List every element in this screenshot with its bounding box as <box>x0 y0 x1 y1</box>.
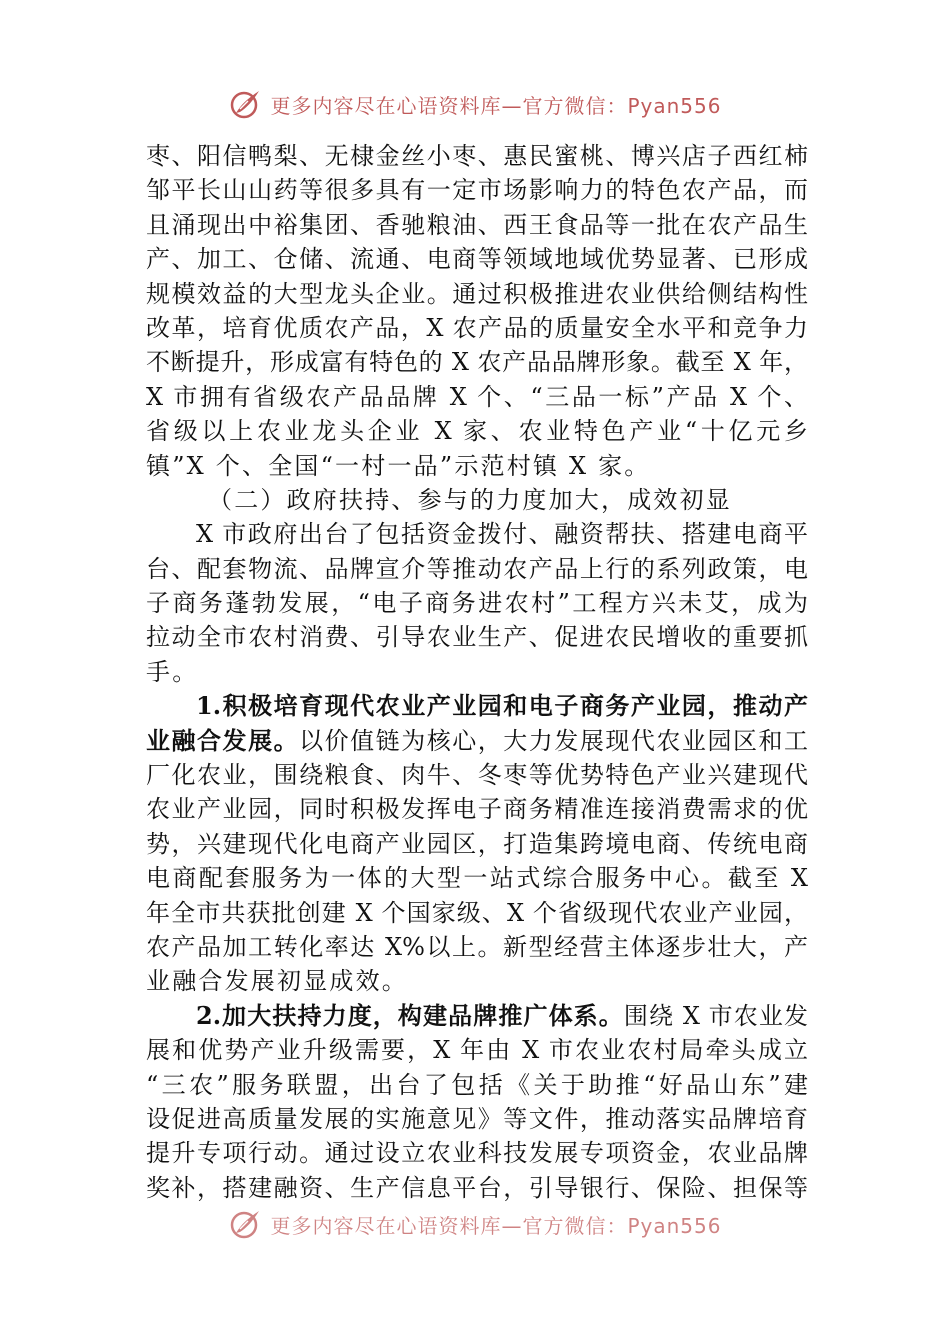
text-line: 产、加工、仓储、流通、电商等领域地域优势显著、已形成 <box>146 245 808 274</box>
text-line: 农产品加工转化率达 X%以上。新型经营主体逐步壮大，产 <box>146 932 808 961</box>
text-line: 拉动全市农村消费、引导农业生产、促进农民增收的重要抓 <box>146 623 808 652</box>
section-heading: （二）政府扶持、参与的力度加大，成效初显 <box>208 485 732 514</box>
watermark-text: 更多内容尽在心语资料库—官方微信：Pyan556 <box>270 1213 722 1238</box>
text-line: 展和优势产业升级需要，X 年由 X 市农业农村局牵头成立 <box>146 1036 808 1065</box>
text-line: 镇”X 个、全国“一村一品”示范村镇 X 家。 <box>146 451 651 480</box>
document-body <box>146 139 808 1219</box>
text-line: 子商务蓬勃发展，“电子商务进农村”工程方兴未艾，成为 <box>146 589 808 618</box>
text-line: 改革，培育优质农产品，X 农产品的质量安全水平和竞争力 <box>146 313 808 342</box>
footer-watermark <box>0 1204 950 1244</box>
paragraph-brand-support <box>146 999 808 1205</box>
text-line: 农业产业园，同时积极发挥电子商务精准连接消费需求的优 <box>146 795 808 824</box>
text-line: “三农”服务联盟，出台了包括《关于助推“好品山东”建 <box>146 1070 808 1099</box>
text-line: 规模效益的大型龙头企业。通过积极推进农业供给侧结构性 <box>146 279 808 308</box>
header-watermark <box>0 84 950 124</box>
text-line: 且涌现出中裕集团、香驰粮油、西王食品等一批在农产品生 <box>146 210 808 239</box>
text-line: 不断提升，形成富有特色的 X 农产品品牌形象。截至 X 年， <box>146 348 808 377</box>
text-line: 手。 <box>146 657 199 686</box>
quill-logo-icon <box>228 1207 262 1241</box>
text-line <box>146 999 808 1033</box>
quill-logo-icon <box>228 87 262 121</box>
text-line: 枣、阳信鸭梨、无棣金丝小枣、惠民蜜桃、博兴店子西红柿 <box>146 142 808 170</box>
text-line: X 市政府出台了包括资金拨付、融资帮扶、搭建电商平 <box>196 520 808 549</box>
bold-subheading: 2.加大扶持力度，构建品牌推广体系。 <box>196 1000 624 1030</box>
bold-subheading-line: 1.积极培育现代农业产业园和电子商务产业园，推动产 <box>196 691 808 721</box>
text-line: 邹平长山山药等很多具有一定市场影响力的特色农产品，而 <box>146 176 808 205</box>
text-line: 业融合发展初显成效。 <box>146 967 408 996</box>
watermark-text: 更多内容尽在心语资料库—官方微信：Pyan556 <box>270 93 722 118</box>
text-line: 设促进高质量发展的实施意见》等文件，推动落实品牌培育 <box>146 1104 808 1133</box>
text-line: 年全市共获批创建 X 个国家级、X 个省级现代农业产业园， <box>146 898 808 927</box>
text-line: 提升专项行动。通过设立农业科技发展专项资金，农业品牌 <box>146 1139 808 1168</box>
text-line <box>146 724 808 758</box>
paragraph-products <box>146 139 808 483</box>
text-line: 势，兴建现代化电商产业园区，打造集跨境电商、传统电商 <box>146 829 808 858</box>
text-span: 以价值链为核心，大力发展现代农业园区和工 <box>299 726 808 755</box>
text-line: 台、配套物流、品牌宣介等推动农产品上行的系列政策，电 <box>146 554 808 583</box>
text-line: 省级以上农业龙头企业 X 家、农业特色产业“十亿元乡 <box>146 417 808 446</box>
text-span: 围绕 X 市农业发 <box>623 1001 808 1030</box>
paragraph-industrial-park <box>146 689 808 999</box>
bold-subheading-tail: 业融合发展。 <box>146 725 300 755</box>
text-line: X 市拥有省级农产品品牌 X 个、“三品一标”产品 X 个、 <box>146 382 808 411</box>
text-line: 厂化农业，围绕粮食、肉牛、冬枣等优势特色产业兴建现代 <box>146 761 808 790</box>
paragraph-government <box>146 517 808 689</box>
text-line: 奖补，搭建融资、生产信息平台，引导银行、保险、担保等 <box>146 1173 808 1202</box>
text-line: 电商配套服务为一体的大型一站式综合服务中心。截至 X <box>146 864 808 893</box>
